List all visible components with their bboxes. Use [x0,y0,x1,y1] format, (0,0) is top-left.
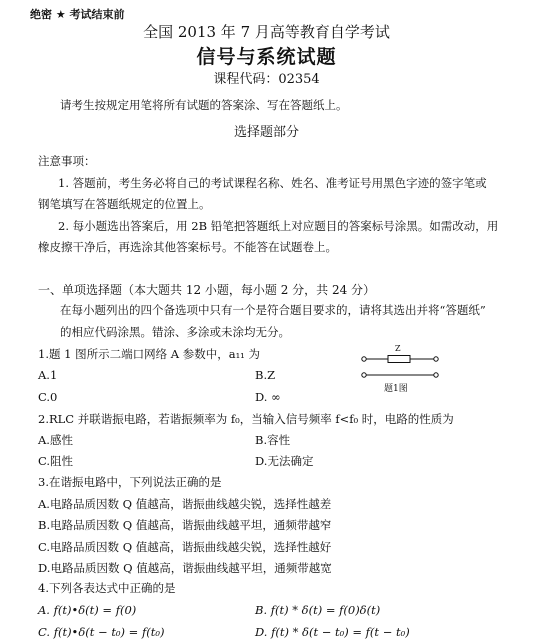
subject-title: 信号与系统试题 [196,46,337,68]
question-3-stem: 3.在谐振电路中，下列说法正确的是 [38,475,222,489]
question-1-stem: 1.题 1 图所示二端口网络 A 参数中，a₁₁ 为 [38,347,260,361]
question-4-option-c: C. f(t)•δ(t − t₀) = f(t₀) [38,625,165,639]
exam-title: 全国 2013 年 7 月高等教育自学考试 [143,23,390,41]
instruction-1-line1: 1. 答题前，考生务必将自己的考试课程名称、姓名、准考证号用黑色字迹的签字笔或 [58,176,487,190]
question-1-option-b: B.Z [255,368,276,382]
question-1-option-a: A.1 [38,368,58,382]
part1-desc-line1: 在每小题列出的四个备选项中只有一个是符合题目要求的，请将其选出并将“答题纸” [60,303,486,317]
figure-caption: 题1图 [384,384,408,394]
instructions-heading: 注意事项： [38,154,96,168]
instruction-1-line2: 钢笔填写在答题纸规定的位置上。 [38,197,211,211]
section-title: 选择题部分 [233,125,299,140]
question-2-stem: 2.RLC 并联谐振电路，若谐振频率为 f₀，当输入信号频率 f<f₀ 时，电路的性质为 [38,412,454,426]
part1-heading: 一、单项选择题（本大题共 12 小题，每小题 2 分，共 24 分） [38,283,376,297]
question-2-option-b: B.容性 [255,433,291,447]
question-1-option-d: D. ∞ [255,390,281,404]
question-3-option-a: A.电路品质因数 Q 值越高，谐振曲线越尖锐，选择性越差 [38,497,332,511]
question-4-stem: 4.下列各表达式中正确的是 [38,581,176,595]
question-3-option-b: B.电路品质因数 Q 值越高，谐振曲线越平坦，通频带越窄 [38,518,332,532]
course-code: 课程代码：02354 [213,72,320,87]
question-4-option-b: B. f(t) * δ(t) = f(0)δ(t) [255,603,381,617]
two-port-diagram [360,350,440,380]
question-2-option-d: D.无法确定 [255,454,314,468]
question-4-option-a: A. f(t)•δ(t) = f(0) [38,603,137,617]
question-3-option-d: D.电路品质因数 Q 值越高，谐振曲线越平坦，通频带越宽 [38,561,332,575]
question-3-option-c: C.电路品质因数 Q 值越高，谐振曲线越尖锐，选择性越好 [38,540,332,554]
question-1-option-c: C.0 [38,390,58,404]
instruction-2-line1: 2. 每小题选出答案后，用 2B 铅笔把答题纸上对应题目的答案标号涂黑。如需改动，用 [58,219,499,233]
question-2-option-c: C.阻性 [38,454,74,468]
question-4-option-d: D. f(t) * δ(t − t₀) = f(t − t₀) [255,625,410,639]
instruction-2-line2: 橡皮擦干净后，再选涂其他答案标号。不能答在试题卷上。 [38,240,337,254]
two-port-figure [360,344,440,394]
answer-notice: 请考生按规定用笔将所有试题的答案涂、写在答题纸上。 [60,98,348,112]
impedance-label: Z [395,344,401,353]
secret-mark: 绝密 ★ 考试结束前 [30,8,125,21]
part1-desc-line2: 的相应代码涂黑。错涂、多涂或未涂均无分。 [60,325,290,339]
question-2-option-a: A.感性 [38,433,73,447]
